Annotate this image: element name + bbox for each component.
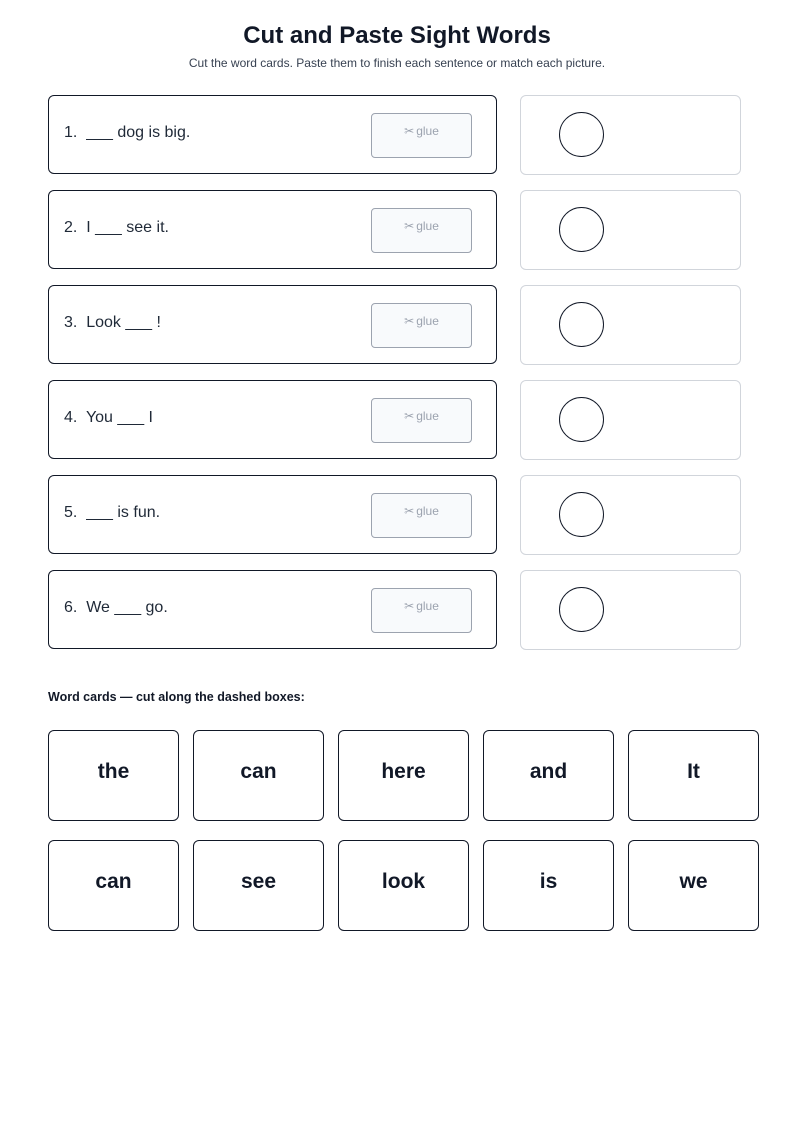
glue-box — [371, 208, 472, 253]
sentence-text: 2. I ___ see it. — [64, 219, 169, 236]
sentence-text: 5. ___ is fun. — [64, 504, 161, 521]
picture-circle — [559, 112, 604, 157]
sentence-box — [48, 190, 497, 269]
sentence-box — [48, 570, 497, 649]
word-card[interactable]: see — [193, 840, 324, 931]
glue-label: glue — [416, 219, 439, 233]
picture-circle — [559, 492, 604, 537]
scissors-icon: ✂ — [404, 599, 415, 613]
word-card[interactable]: we — [628, 840, 759, 931]
scissors-icon: ✂ — [404, 219, 415, 233]
picture-box — [520, 570, 741, 650]
picture-circle — [559, 587, 604, 632]
exercise-row-4 — [48, 380, 742, 461]
sentence-box — [48, 95, 497, 174]
picture-box — [520, 285, 741, 365]
exercise-row-1 — [48, 95, 742, 176]
picture-circle — [559, 302, 604, 347]
scissors-icon: ✂ — [404, 314, 415, 328]
sentence-text: 4. You ___ I — [64, 409, 153, 426]
word-card[interactable]: look — [338, 840, 469, 931]
glue-box — [371, 493, 472, 538]
sentence-text: 6. We ___ go. — [64, 599, 168, 616]
glue-box — [371, 398, 472, 443]
word-card[interactable]: can — [48, 840, 179, 931]
sentence-text: 1. ___ dog is big. — [64, 124, 191, 141]
glue-label: glue — [416, 599, 439, 613]
exercise-row-5 — [48, 475, 742, 556]
word-card[interactable]: the — [48, 730, 179, 821]
exercise-row-3 — [48, 285, 742, 366]
picture-circle — [559, 397, 604, 442]
word-card[interactable]: is — [483, 840, 614, 931]
glue-box — [371, 588, 472, 633]
glue-box — [371, 113, 472, 158]
sentence-box — [48, 380, 497, 459]
picture-box — [520, 475, 741, 555]
word-cards-heading: Word cards — cut along the dashed boxes: — [48, 690, 305, 704]
sentence-box — [48, 285, 497, 364]
glue-box — [371, 303, 472, 348]
picture-box — [520, 190, 741, 270]
exercise-row-6 — [48, 570, 742, 651]
word-card[interactable]: and — [483, 730, 614, 821]
sentence-box — [48, 475, 497, 554]
page-title: Cut and Paste Sight Words — [243, 22, 551, 49]
sentence-text: 3. Look ___ ! — [64, 314, 161, 331]
scissors-icon: ✂ — [404, 124, 415, 138]
glue-label: glue — [416, 504, 439, 518]
picture-circle — [559, 207, 604, 252]
glue-label: glue — [416, 409, 439, 423]
word-card[interactable]: here — [338, 730, 469, 821]
scissors-icon: ✂ — [404, 504, 415, 518]
word-card[interactable]: can — [193, 730, 324, 821]
picture-box — [520, 95, 741, 175]
picture-box — [520, 380, 741, 460]
glue-label: glue — [416, 124, 439, 138]
word-card[interactable]: It — [628, 730, 759, 821]
page-subtitle: Cut the word cards. Paste them to finish each sentence or match each picture. — [188, 56, 606, 70]
scissors-icon: ✂ — [404, 409, 415, 423]
exercise-rows — [48, 95, 742, 665]
exercise-row-2 — [48, 190, 742, 271]
glue-label: glue — [416, 314, 439, 328]
